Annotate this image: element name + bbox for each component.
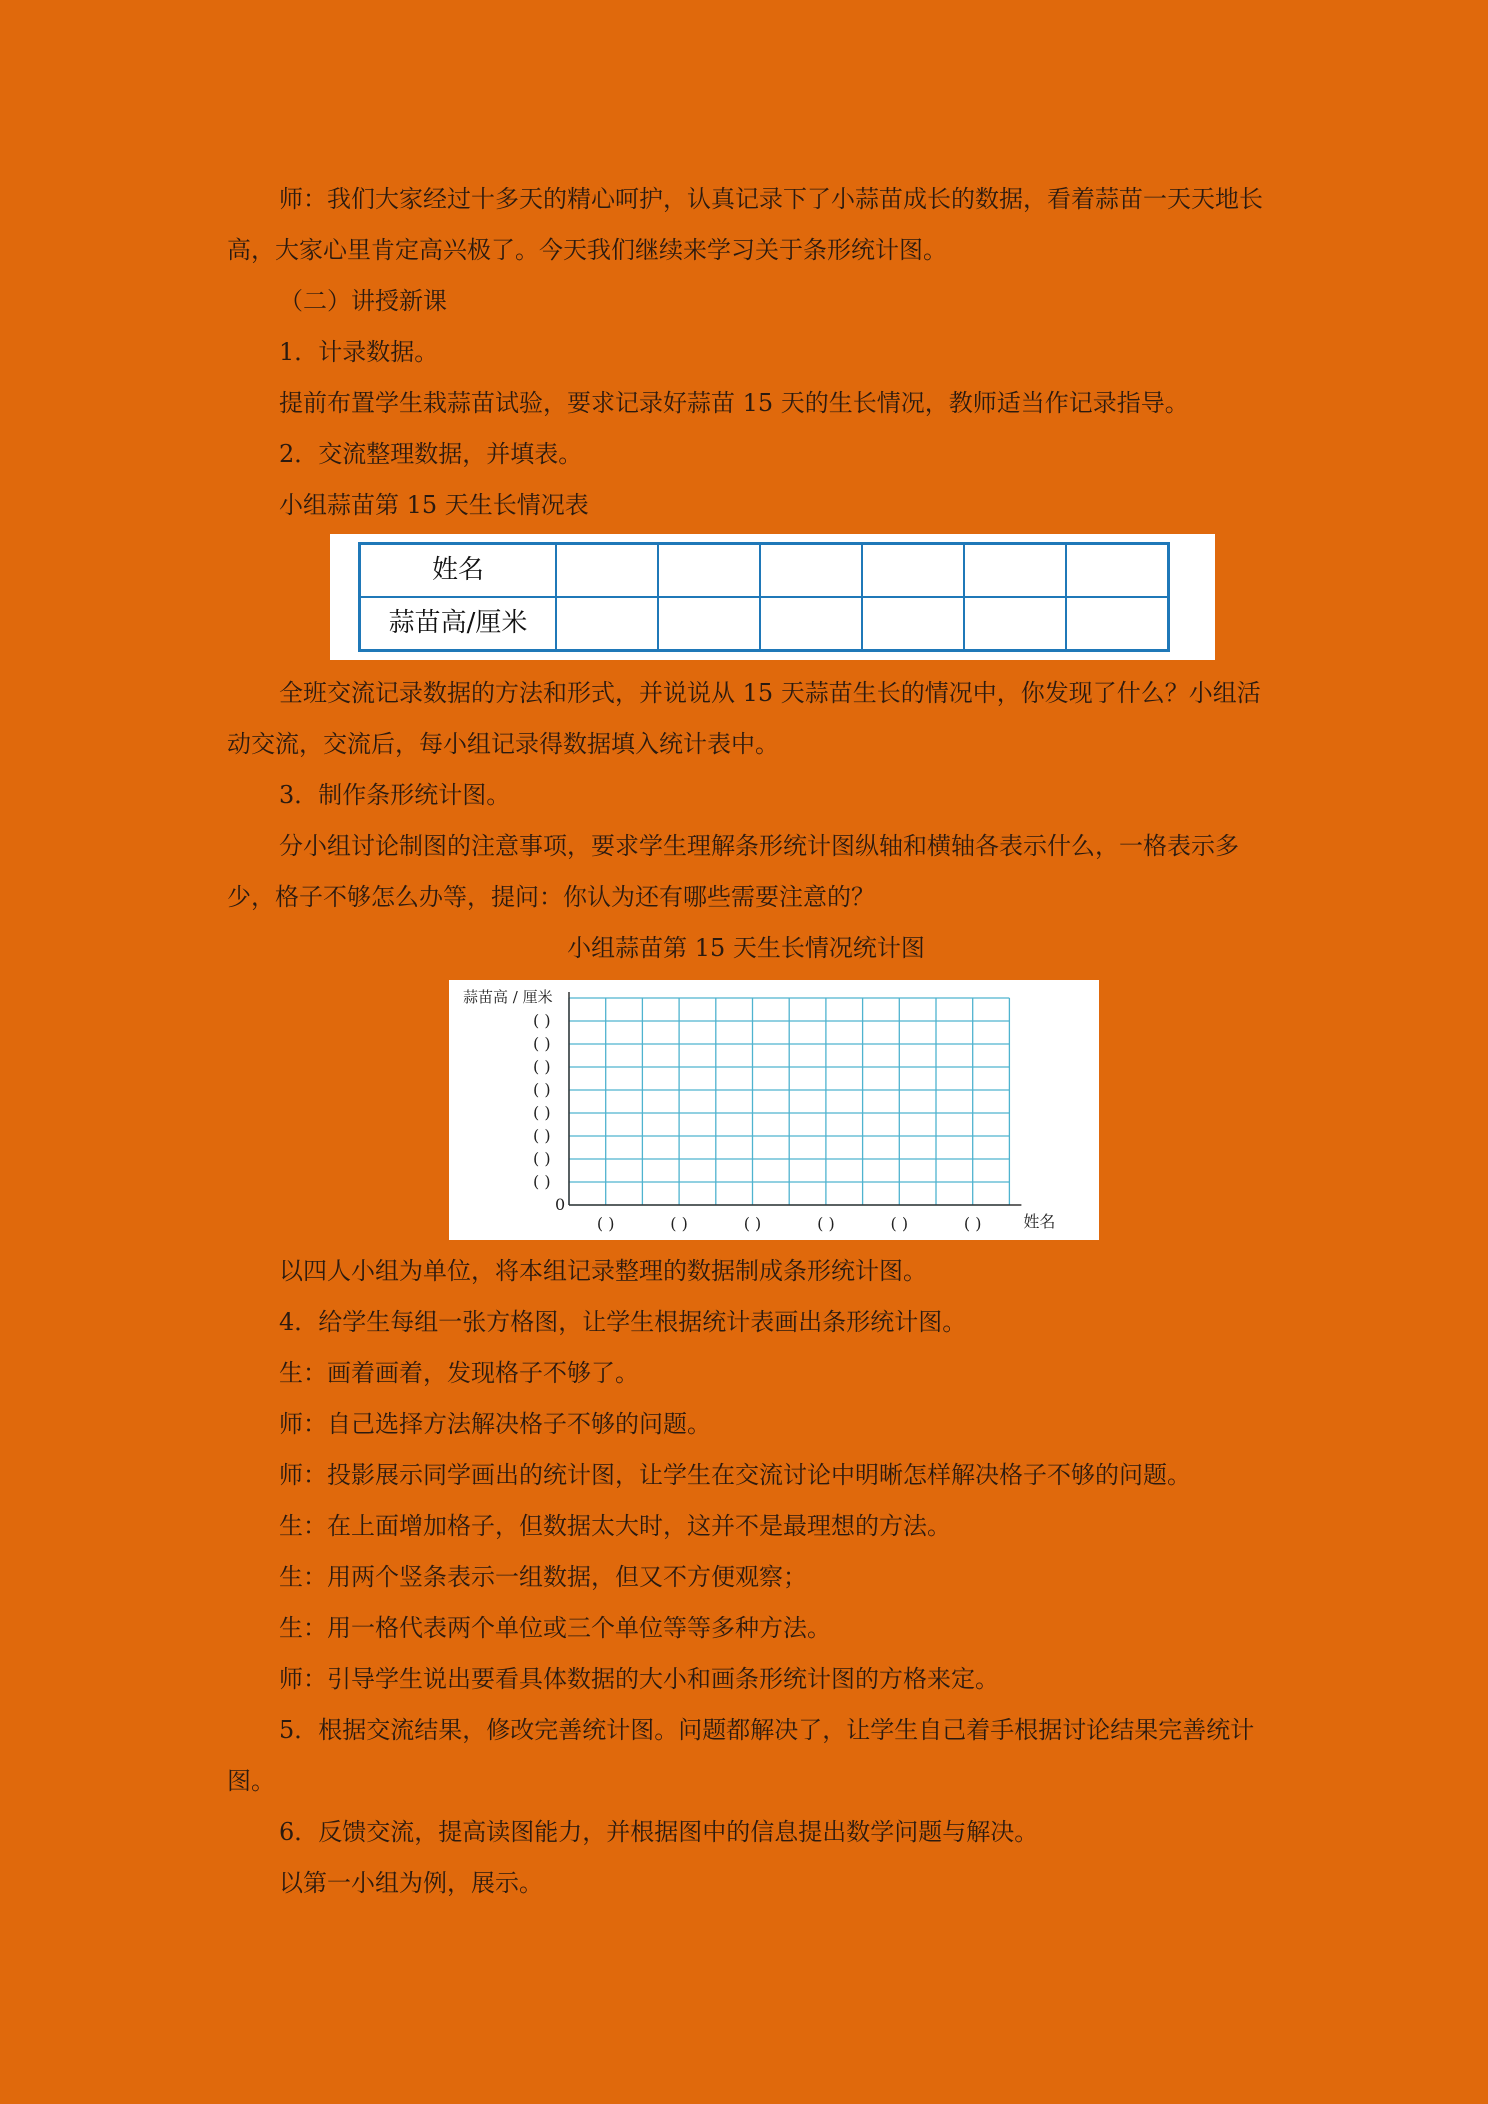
dialogue-line: 师：投影展示同学画出的统计图，让学生在交流讨论中明晰怎样解决格子不够的问题。 <box>279 1461 1191 1489</box>
step-heading: 4．给学生每组一张方格图，让学生根据统计表画出条形统计图。 <box>279 1308 967 1336</box>
table-cell <box>760 597 862 651</box>
table-cell <box>964 544 1066 598</box>
document-body <box>227 174 1265 1909</box>
chart-caption: 小组蒜苗第 15 天生长情况统计图 <box>567 934 925 962</box>
table-cell <box>556 544 658 598</box>
paragraph: 以第一小组为例，展示。 <box>279 1869 543 1897</box>
x-tick-label: ( ) <box>743 1214 762 1233</box>
paragraph: 分小组讨论制图的注意事项，要求学生理解条形统计图纵轴和横轴各表示什么，一格表示多少，格子不够怎么办等，提问：你认为还有哪些需要注意的？ <box>227 832 1239 911</box>
step-heading: 5．根据交流结果，修改完善统计图。问题都解决了，让学生自己着手根据讨论结果完善统计图。 <box>227 1716 1255 1795</box>
origin-label: 0 <box>555 1195 566 1214</box>
y-tick-label: ( ) <box>533 1172 551 1191</box>
table-header-height: 蒜苗高/厘米 <box>360 597 557 651</box>
table-cell <box>862 544 964 598</box>
x-tick-label: ( ) <box>890 1214 909 1233</box>
table-caption: 小组蒜苗第 15 天生长情况表 <box>279 491 589 519</box>
y-tick-label: ( ) <box>533 1034 551 1053</box>
section-heading: （二）讲授新课 <box>279 287 447 315</box>
dialogue-line: 生：用一格代表两个单位或三个单位等等多种方法。 <box>279 1614 831 1642</box>
y-tick-label: ( ) <box>533 1011 551 1030</box>
y-tick-label: ( ) <box>533 1126 551 1145</box>
paragraph: 以四人小组为单位，将本组记录整理的数据制成条形统计图。 <box>279 1257 927 1285</box>
table-cell <box>862 597 964 651</box>
bar-chart-grid <box>449 980 1099 1240</box>
x-axis-label: 姓名 <box>1023 1212 1056 1231</box>
dialogue-line: 师：自己选择方法解决格子不够的问题。 <box>279 1410 711 1438</box>
table-cell <box>1066 544 1169 598</box>
step-heading: 6．反馈交流，提高读图能力，并根据图中的信息提出数学问题与解决。 <box>279 1818 1039 1846</box>
table-cell <box>1066 597 1169 651</box>
dialogue-line: 师：引导学生说出要看具体数据的大小和画条形统计图的方格来定。 <box>279 1665 999 1693</box>
step-heading: 3．制作条形统计图。 <box>279 781 511 809</box>
table-header-name: 姓名 <box>360 544 557 598</box>
paragraph: 提前布置学生栽蒜苗试验，要求记录好蒜苗 15 天的生长情况，教师适当作记录指导。 <box>279 389 1189 417</box>
dialogue-line: 生：在上面增加格子，但数据太大时，这并不是最理想的方法。 <box>279 1512 951 1540</box>
step-heading: 2．交流整理数据，并填表。 <box>279 440 583 468</box>
x-tick-label: ( ) <box>963 1214 982 1233</box>
table-row <box>360 544 1169 598</box>
paragraph: 全班交流记录数据的方法和形式，并说说从 15 天蒜苗生长的情况中，你发现了什么？小组活动交流，交流后，每小组记录得数据填入统计表中。 <box>227 679 1261 758</box>
table-cell <box>964 597 1066 651</box>
step-heading: 1．计录数据。 <box>279 338 439 366</box>
table-cell <box>658 597 760 651</box>
dialogue-line: 生：用两个竖条表示一组数据，但又不方便观察； <box>279 1563 807 1591</box>
growth-table <box>358 542 1170 652</box>
y-tick-label: ( ) <box>533 1080 551 1099</box>
paragraph: 师：我们大家经过十多天的精心呵护，认真记录下了小蒜苗成长的数据，看着蒜苗一天天地长高，大家心里肯定高兴极了。今天我们继续来学习关于条形统计图。 <box>227 185 1263 264</box>
table-cell <box>556 597 658 651</box>
y-tick-label: ( ) <box>533 1057 551 1076</box>
x-tick-label: ( ) <box>817 1214 835 1233</box>
y-axis-label: 蒜苗高 / 厘米 <box>463 988 553 1006</box>
y-tick-label: ( ) <box>533 1149 551 1168</box>
x-tick-label: ( ) <box>670 1214 688 1233</box>
x-tick-label: ( ) <box>596 1214 615 1233</box>
table-cell <box>760 544 862 598</box>
table-row <box>360 597 1169 651</box>
dialogue-line: 生：画着画着，发现格子不够了。 <box>279 1359 639 1387</box>
table-cell <box>658 544 760 598</box>
y-tick-label: ( ) <box>533 1103 551 1122</box>
growth-table-figure <box>330 534 1215 660</box>
